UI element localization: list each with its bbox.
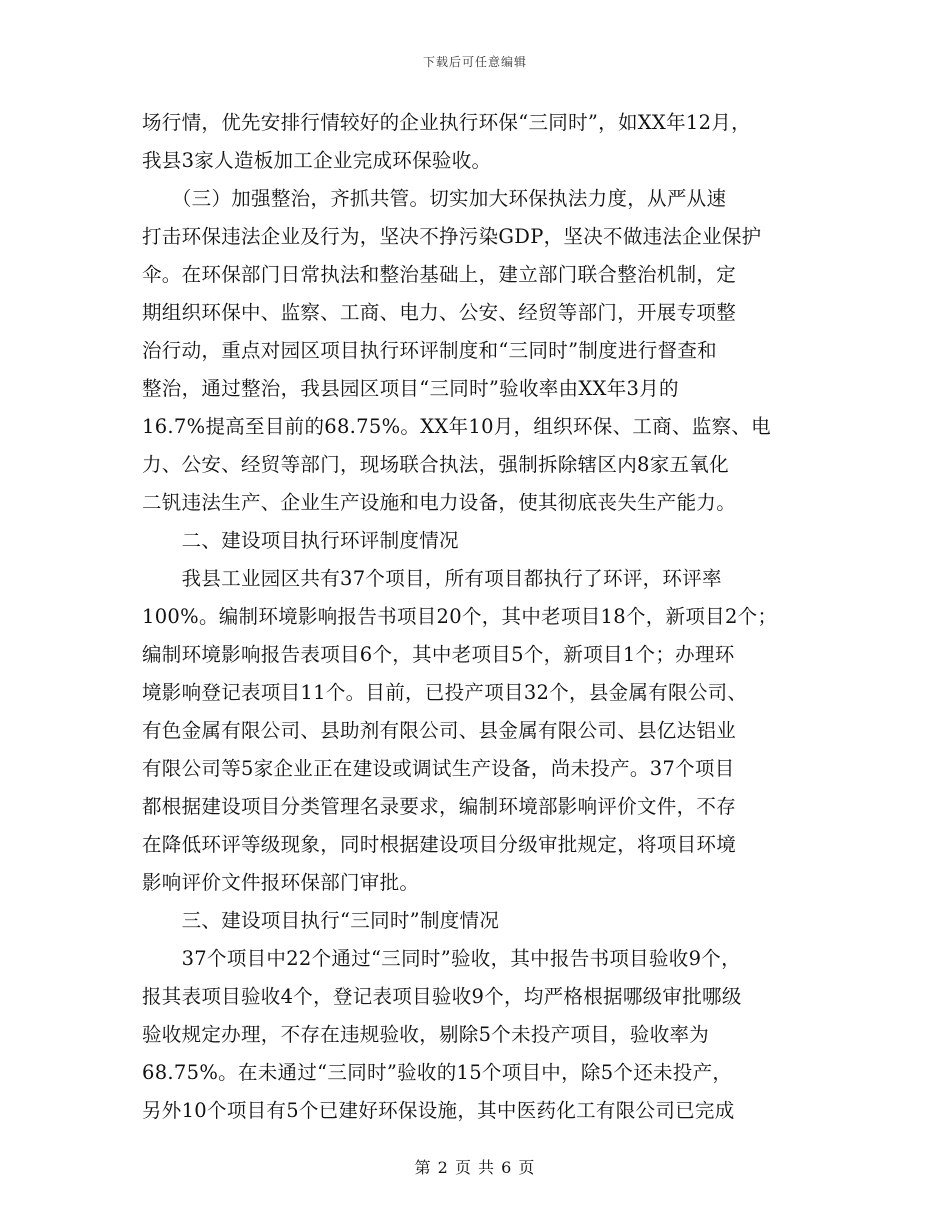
text-line: 我县3家人造板加工企业完成环保验收。 (142, 149, 492, 172)
document-body (142, 104, 822, 1130)
text-line: 治行动，重点对园区项目执行环评制度和“三同时”制度进行督查和 (142, 339, 717, 362)
text-line: 验收规定办理，不存在违规验收，剔除5个未投产项目，验收率为 (142, 1023, 710, 1046)
page-footer: 第 2 页 共 6 页 (414, 1158, 536, 1177)
text-line: 二钒违法生产、企业生产设施和电力设备，使其彻底丧失生产能力。 (142, 491, 737, 514)
text-line: 整治，通过整治，我县园区项目“三同时”验收率由XX年3月的 (142, 377, 679, 400)
text-line: 影响评价文件报环保部门审批。 (142, 871, 420, 894)
text-line: （三）加强整治，齐抓共管。切实加大环保执法力度，从严从速 (142, 187, 727, 210)
text-line: 68.75%。在未通过“三同时”验收的15个项目中，除5个还未投产， (142, 1061, 733, 1084)
text-line: 报其表项目验收4个，登记表项目验收9个，均严格根据哪级审批哪级 (142, 985, 742, 1008)
text-line: 有限公司等5家企业正在建设或调试生产设备，尚未投产。37个项目 (142, 757, 735, 780)
text-line: 16.7%提高至目前的68.75%。XX年10月，组织环保、工商、监察、电 (142, 415, 771, 438)
page-header: 下载后可任意编辑 (422, 55, 527, 69)
text-line: 都根据建设项目分类管理名录要求，编制环境部影响评价文件，不存 (142, 795, 737, 818)
text-line: 有色金属有限公司、县助剂有限公司、县金属有限公司、县亿达铝业 (142, 719, 737, 742)
text-line: 另外10个项目有5个已建好环保设施，其中医药化工有限公司已完成 (142, 1099, 735, 1122)
text-line: 境影响登记表项目11个。目前，已投产项目32个，县金属有限公司、 (142, 681, 748, 704)
text-line: 场行情，优先安排行情较好的企业执行环保“三同时”，如XX年12月， (142, 111, 751, 134)
text-line: 打击环保违法企业及行为，坚决不挣污染GDP，坚决不做违法企业保护 (142, 225, 762, 248)
text-line: 伞。在环保部门日常执法和整治基础上，建立部门联合整治机制，定 (142, 263, 737, 286)
text-line: 37个项目中22个通过“三同时”验收，其中报告书项目验收9个， (142, 947, 741, 970)
text-line: 100%。编制环境影响报告书项目20个，其中老项目18个，新项目2个； (142, 605, 778, 628)
text-line: 我县工业园区共有37个项目，所有项目都执行了环评，环评率 (142, 567, 722, 590)
section-heading: 二、建设项目执行环评制度情况 (142, 529, 459, 552)
text-line: 期组织环保中、监察、工商、电力、公安、经贸等部门，开展专项整 (142, 301, 737, 324)
text-line: 在降低环评等级现象，同时根据建设项目分级审批规定，将项目环境 (142, 833, 737, 856)
text-line: 编制环境影响报告表项目6个，其中老项目5个，新项目1个；办理环 (142, 643, 735, 666)
section-heading: 三、建设项目执行“三同时”制度情况 (142, 909, 500, 932)
text-line: 力、公安、经贸等部门，现场联合执法，强制拆除辖区内8家五氧化 (142, 453, 729, 476)
